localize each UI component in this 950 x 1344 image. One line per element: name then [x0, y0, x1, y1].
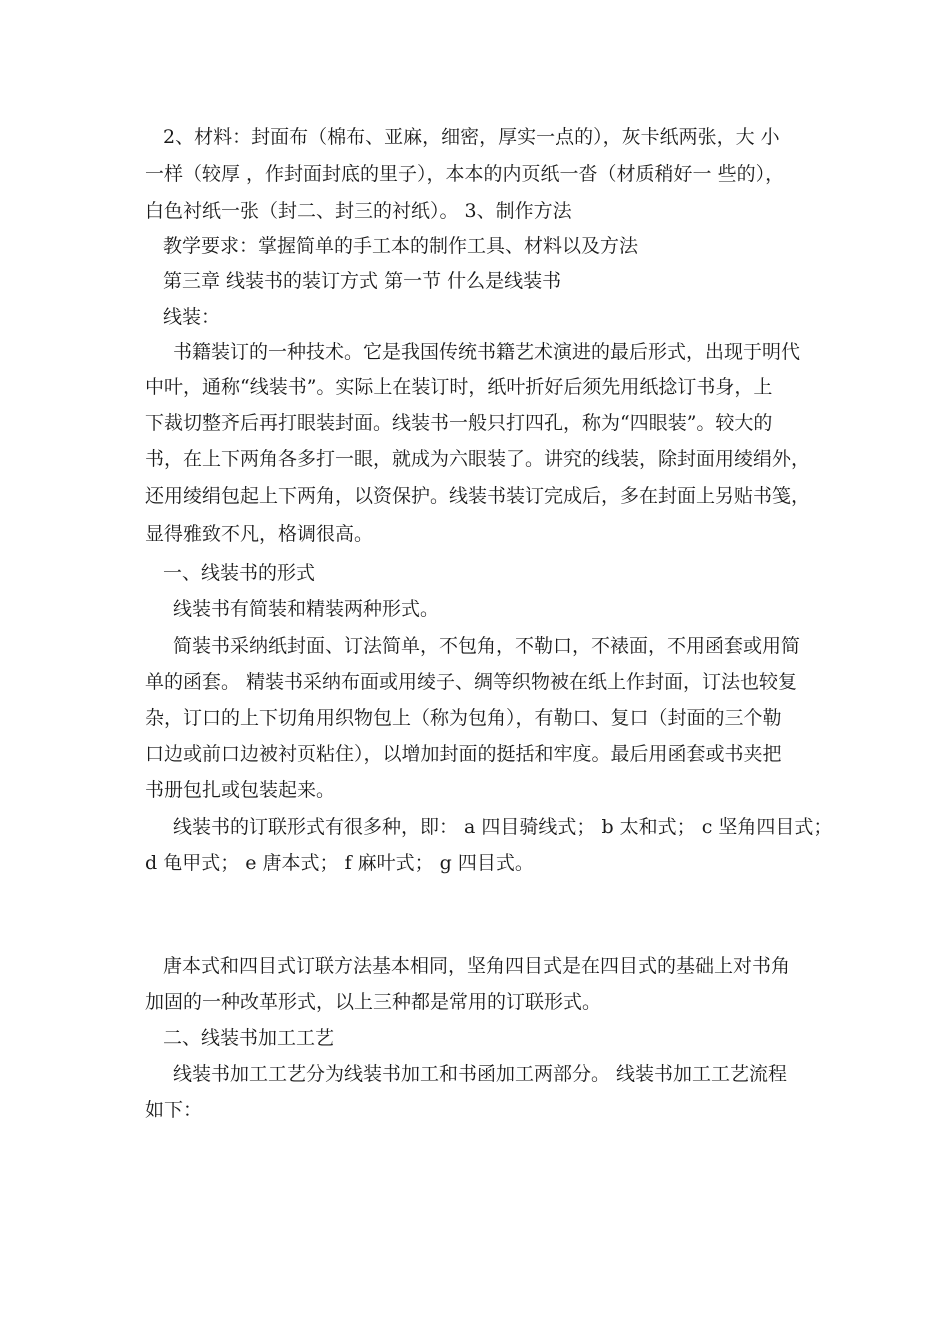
text-line-15: 简装书采纳纸封面、订法简单，不包角，不勒口，不裱面，不用函套或用简: [173, 635, 801, 657]
section-heading-1: 一、线装书的形式: [163, 562, 316, 584]
text-line-22: 唐本式和四目式订联方法基本相同，坚角四目式是在四目式的基础上对书角: [163, 955, 791, 977]
text-line-6: 线装：: [163, 306, 221, 328]
text-line-3: 白色衬纸一张（封二、封三的衬纸）。 3、制作方法: [145, 200, 572, 222]
text-line-20: 线装书的订联形式有很多种，即： a 四目骑线式； b 太和式； c 坚角四目式；: [173, 816, 833, 838]
text-line-9: 下裁切整齐后再打眼装封面。线装书一般只打四孔，称为“四眼装”。较大的: [145, 412, 773, 434]
text-line-10: 书，在上下两角各多打一眼，就成为六眼装了。讲究的线装，除封面用绫绢外，: [145, 448, 811, 470]
text-line-8: 中叶，通称“线装书”。实际上在装订时，纸叶折好后须先用纸捻订书身，上: [145, 376, 773, 398]
text-line-1: 2、材料：封面布（棉布、亚麻，细密，厚实一点的），灰卡纸两张，大 小: [163, 126, 780, 148]
text-line-2: 一样（较厚 ，作封面封底的里子），本本的内页纸一沓（材质稍好一 些的），: [145, 163, 785, 185]
text-line-19: 书册包扎或包装起来。: [145, 779, 336, 801]
text-line-17: 杂，订口的上下切角用织物包上（称为包角），有勒口、复口（封面的三个勒: [145, 707, 782, 729]
text-line-7: 书籍装订的一种技术。它是我国传统书籍艺术演进的最后形式，出现于明代: [173, 341, 801, 363]
text-line-26: 如下：: [145, 1099, 203, 1121]
section-heading-2: 二、线装书加工工艺: [163, 1027, 335, 1049]
text-line-4: 教学要求：掌握简单的手工本的制作工具、材料以及方法: [163, 235, 639, 257]
chapter-heading: 第三章 线装书的装订方式 第一节 什么是线装书: [163, 270, 562, 292]
text-line-21: d 龟甲式； e 唐本式； f 麻叶式； g 四目式。: [145, 852, 534, 874]
text-line-18: 口边或前口边被衬页粘住），以增加封面的挺括和牢度。最后用函套或书夹把: [145, 743, 782, 765]
text-line-16: 单的函套。 精装书采纳布面或用绫子、绸等织物被在纸上作封面，订法也较复: [145, 671, 798, 693]
text-line-14: 线装书有简装和精装两种形式。: [173, 598, 440, 620]
text-line-11: 还用绫绢包起上下两角，以资保护。线装书装订完成后，多在封面上另贴书笺，: [145, 485, 811, 507]
text-line-12: 显得雅致不凡，格调很高。: [145, 523, 374, 545]
text-line-25: 线装书加工工艺分为线装书加工和书函加工两部分。 线装书加工工艺流程: [173, 1063, 788, 1085]
text-line-23: 加固的一种改革形式，以上三种都是常用的订联形式。: [145, 991, 602, 1013]
